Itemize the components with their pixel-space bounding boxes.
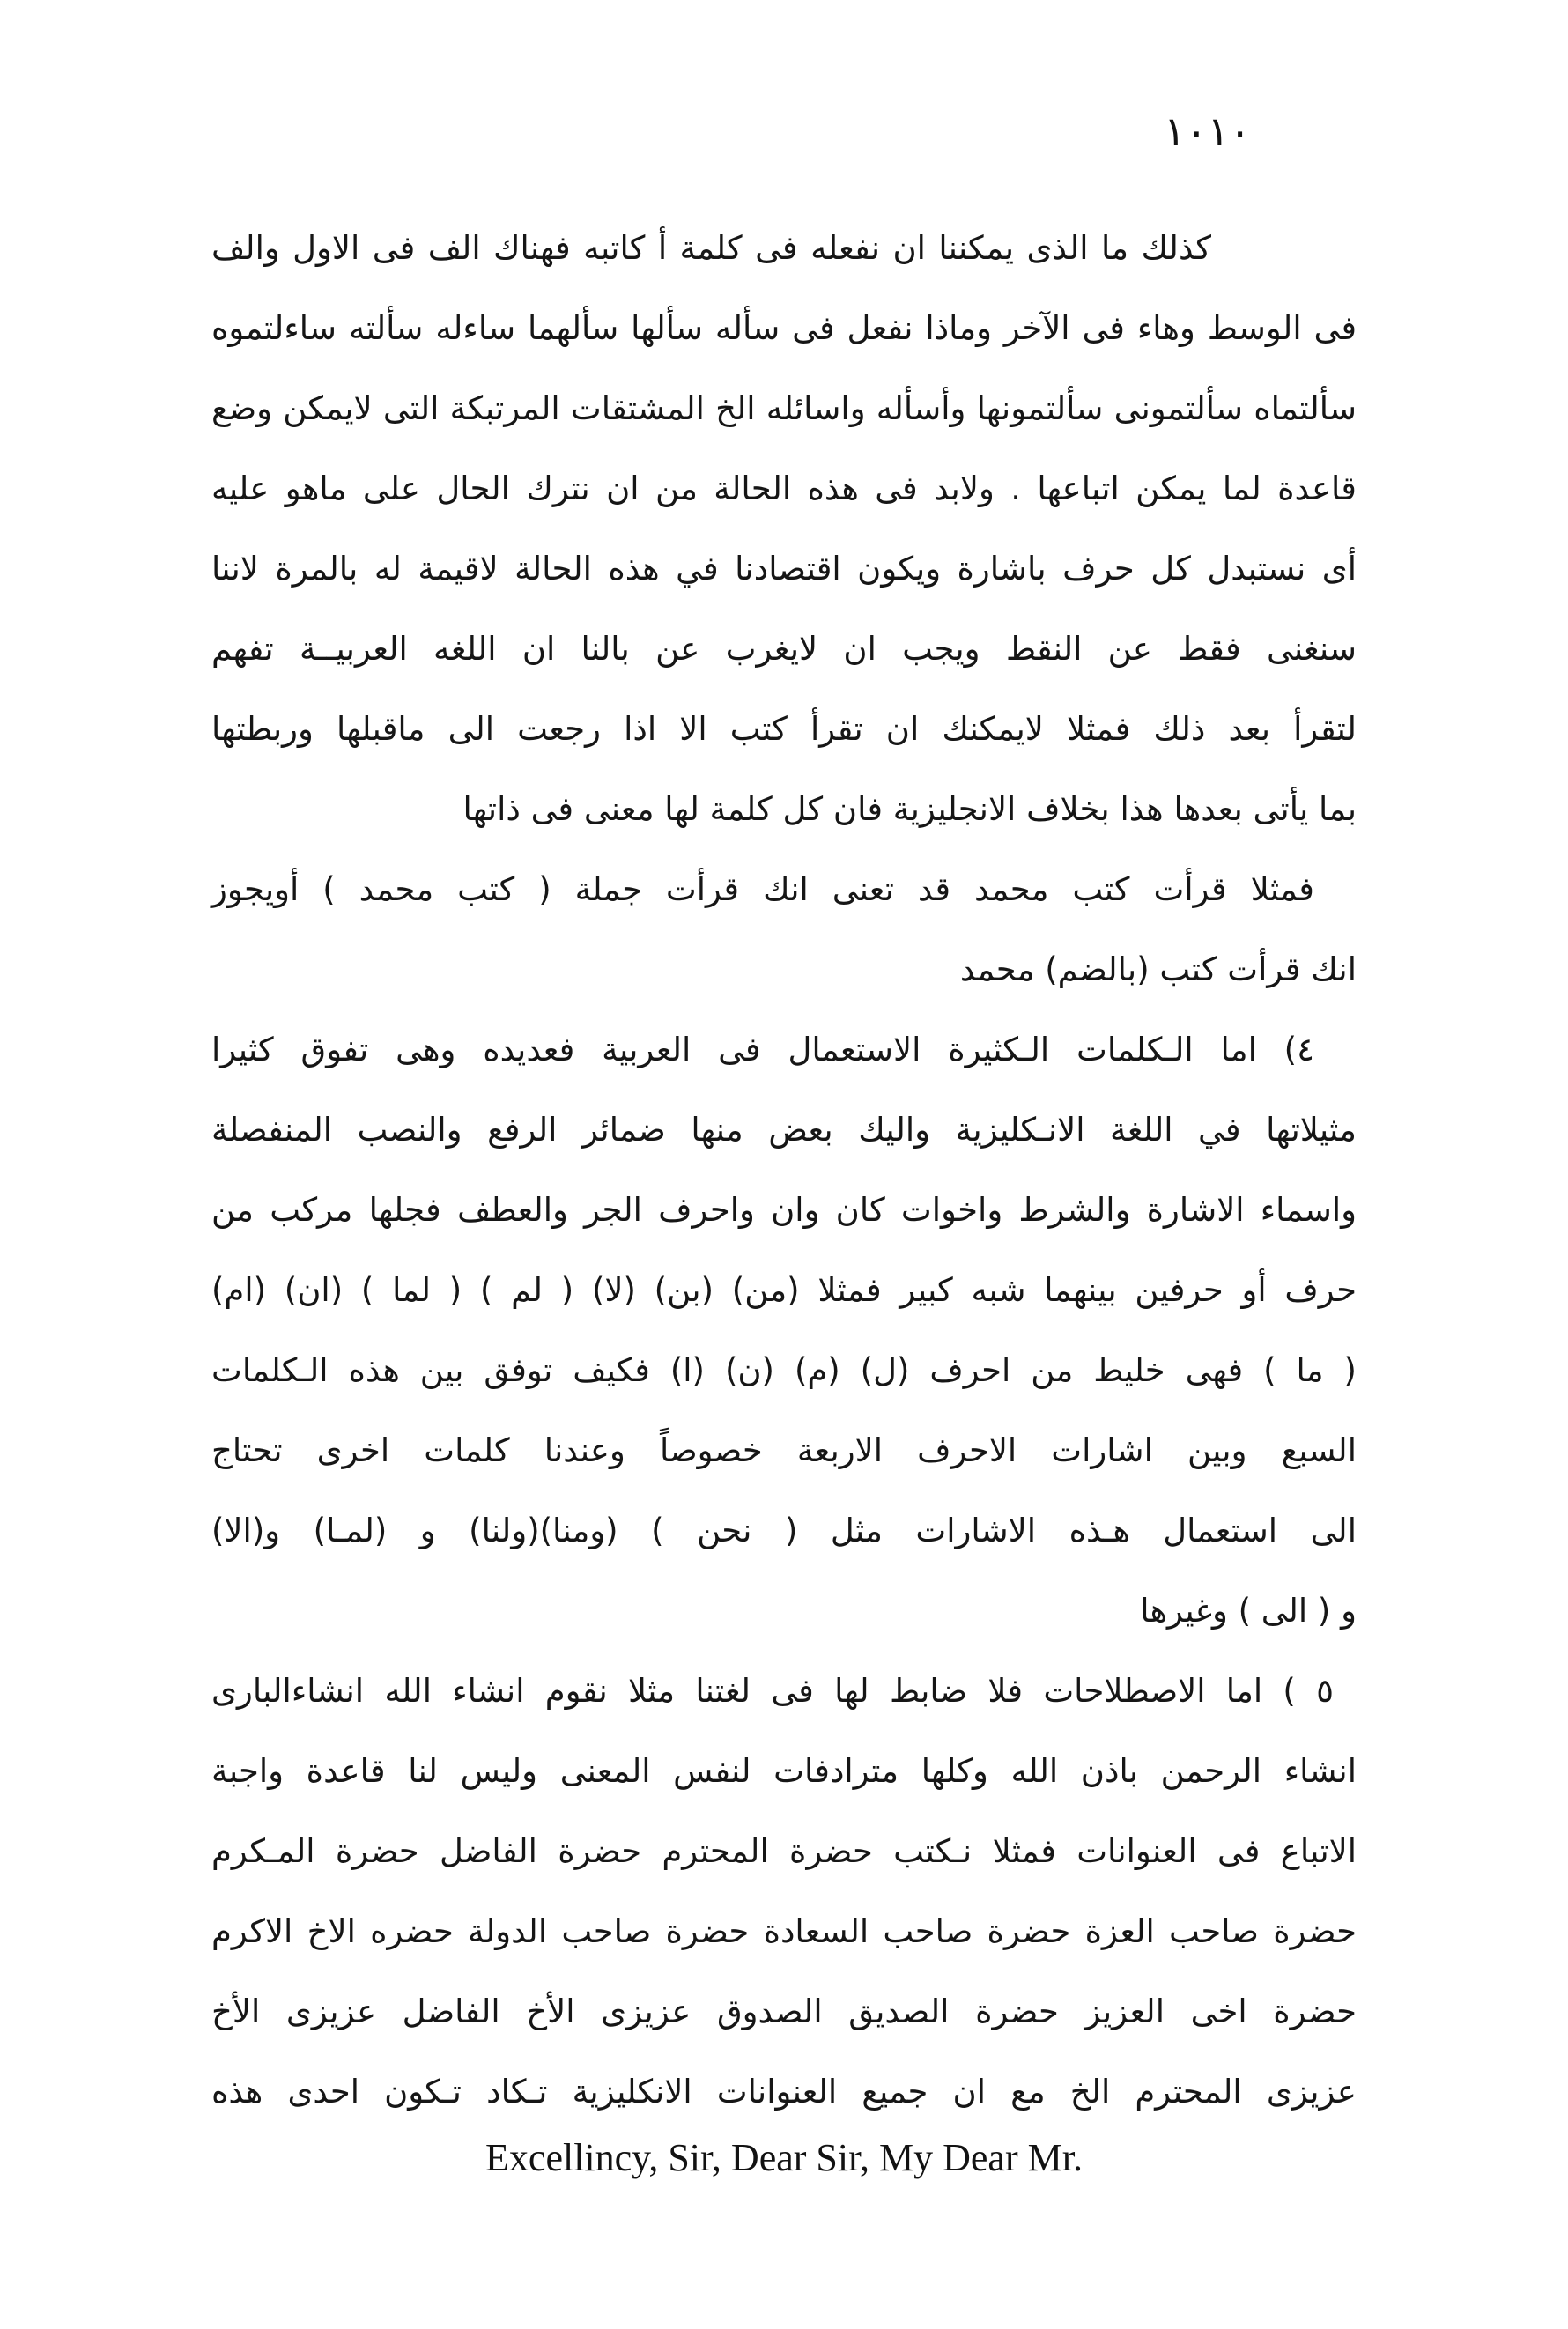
text-line: ( ما ) فهى خليط من احرف (ل) (م) (ن) (ا) فكيف توفق بين هذه الـكلمات [211,1351,1357,1389]
text-line: و ( الى ) وغيرها [1140,1592,1357,1630]
text-line: سألتماه سألتمونى سألتمونها وأسأله واسائله الخ المشتقات المرتبكة التى لايمكن وضع [211,389,1357,427]
text-line: الى استعمال هـذه الاشارات مثل ( نحن ) (ومنا)(ولنا) و (لمـا) و(الا) [211,1512,1357,1549]
text-line: سنغنى فقط عن النقط ويجب ان لايغرب عن بالنا ان اللغه العربيــة تفهم [211,630,1357,668]
text-line: السبع وبين اشارات الاحرف الاربعة خصوصاً وعندنا كلمات اخرى تحتاج [211,1431,1357,1469]
text-line: ٤) اما الـكلمات الـكثيرة الاستعمال فى العربية فعديده وهى تفوق كثيرا [211,1031,1314,1068]
text-line: أى نستبدل كل حرف باشارة ويكون اقتصادنا في هذه الحالة لاقيمة له بالمرة لاننا [211,550,1357,588]
text-line: مثيلاتها في اللغة الانـكليزية واليك بعض منها ضمائر الرفع والنصب المنفصلة [211,1111,1357,1149]
text-line: لتقرأ بعد ذلك فمثلا لايمكنك ان تقرأ كتب الا اذا رجعت الى ماقبلها وربطتها [211,710,1357,748]
text-line: حرف أو حرفين بينهما شبه كبير فمثلا (من) (بن) (لا) ( لم ) ( لما ) (ان) (ام) [211,1271,1357,1309]
text-line: حضرة اخى العزيز حضرة الصديق الصدوق عزيزى الأخ الفاضل عزيزى الأخ [211,1993,1357,2030]
text-line: انشاء الرحمن باذن الله وكلها مترادفات لنفس المعنى وليس لنا قاعدة واجبة [211,1752,1357,1790]
text-line: عزيزى المحترم الخ مع ان جميع العنوانات الانكليزية تـكاد تـكون احدى هذه [211,2073,1357,2111]
text-line: حضرة صاحب العزة حضرة صاحب السعادة حضرة صاحب الدولة حضره الاخ الاكرم [211,1912,1357,1950]
english-caption: Excellincy, Sir, Dear Sir, My Dear Mr. [485,2136,1083,2179]
arabic-text-block [211,208,1357,2132]
text-line: الاتباع فى العنوانات فمثلا نـكتب حضرة المحترم حضرة الفاضل حضرة المـكرم [211,1832,1357,1870]
page-number: ١٠١٠ [1164,107,1251,155]
text-line: ٥ ) اما الاصطلاحات فلا ضابط لها فى لغتنا مثلا نقوم انشاء الله انشاءالبارى [211,1672,1334,1710]
text-line: واسماء الاشارة والشرط واخوات كان وان واحرف الجر والعطف فجلها مركب من [211,1191,1357,1229]
text-line: انك قرأت كتب (بالضم) محمد [959,950,1357,988]
text-line: فمثلا قرأت كتب محمد قد تعنى انك قرأت جملة ( كتب محمد ) أويجوز [211,870,1314,908]
text-line: فى الوسط وهاء فى الآخر وماذا نفعل فى سأله سألها سألهما ساءله سألته ساءلتموه [211,309,1357,347]
text-line: كذلك ما الذى يمكننا ان نفعله فى كلمة أ كاتبه فهناك الف فى الاول والف [211,229,1211,267]
text-line: قاعدة لما يمكن اتباعها . ولابد فى هذه الحالة من ان نترك الحال على ماهو عليه [211,469,1357,507]
text-line: بما يأتى بعدها هذا بخلاف الانجليزية فان كل كلمة لها معنى فى ذاتها [462,790,1357,828]
